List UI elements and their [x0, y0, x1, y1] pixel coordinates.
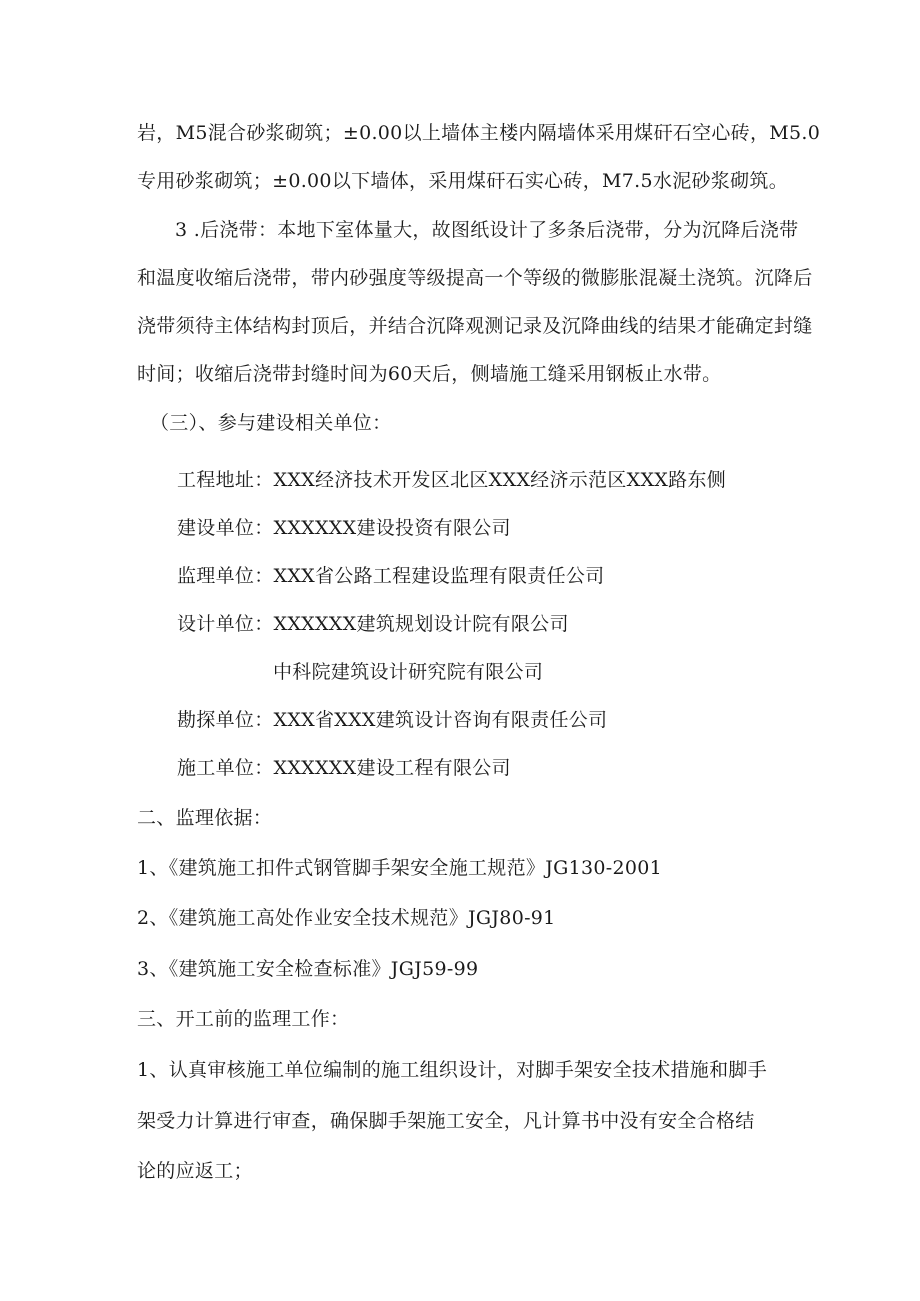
paragraph-line: 3 .后浇带：本地下室体量大，故图纸设计了多条后浇带，分为沉降后浇带	[175, 219, 799, 241]
pre-work-item-line: 架受力计算进行审查，确保脚手架施工安全，凡计算书中没有安全合格结	[137, 1110, 755, 1132]
unit-address: 工程地址：XXX经济技术开发区北区XXX经济示范区XXX路东侧	[177, 469, 727, 491]
unit-contractor: 施工单位：XXXXXX建设工程有限公司	[177, 757, 511, 779]
section-heading: 二、监理依据：	[137, 807, 273, 829]
unit-owner: 建设单位：XXXXXX建设投资有限公司	[177, 517, 511, 539]
section-heading: （三）、参与建设相关单位：	[150, 412, 392, 434]
section-heading: 三、开工前的监理工作：	[137, 1008, 350, 1030]
unit-supervisor: 监理单位：XXX省公路工程建设监理有限责任公司	[177, 565, 605, 587]
paragraph-line: 专用砂浆砌筑；±0.00以下墙体，采用煤矸石实心砖，M7.5水泥砂浆砌筑。	[137, 170, 788, 192]
unit-survey: 勘探单位：XXX省XXX建筑设计咨询有限责任公司	[177, 709, 608, 731]
pre-work-item-line: 1、认真审核施工单位编制的施工组织设计，对脚手架安全技术措施和脚手	[137, 1059, 767, 1081]
pre-work-item-line: 论的应返工；	[137, 1160, 253, 1182]
unit-designer-2: 中科院建筑设计研究院有限公司	[273, 661, 544, 683]
paragraph-line: 浇带须待主体结构封顶后，并结合沉降观测记录及沉降曲线的结果才能确定封缝	[137, 315, 813, 337]
basis-item: 2、《建筑施工高处作业安全技术规范》JGJ80-91	[137, 907, 556, 929]
unit-designer: 设计单位：XXXXXX建筑规划设计院有限公司	[177, 613, 569, 635]
paragraph-line: 时间；收缩后浇带封缝时间为60天后，侧墙施工缝采用钢板止水带。	[137, 363, 722, 385]
paragraph-line: 和温度收缩后浇带，带内砂强度等级提高一个等级的微膨胀混凝土浇筑。沉降后	[137, 267, 813, 289]
basis-item: 3、《建筑施工安全检查标准》JGJ59-99	[137, 958, 479, 980]
paragraph-line: 岩，M5混合砂浆砌筑；±0.00以上墙体主楼内隔墙体采用煤矸石空心砖，M5.0	[137, 122, 821, 144]
basis-item: 1、《建筑施工扣件式钢管脚手架安全施工规范》JG130-2001	[137, 857, 663, 879]
